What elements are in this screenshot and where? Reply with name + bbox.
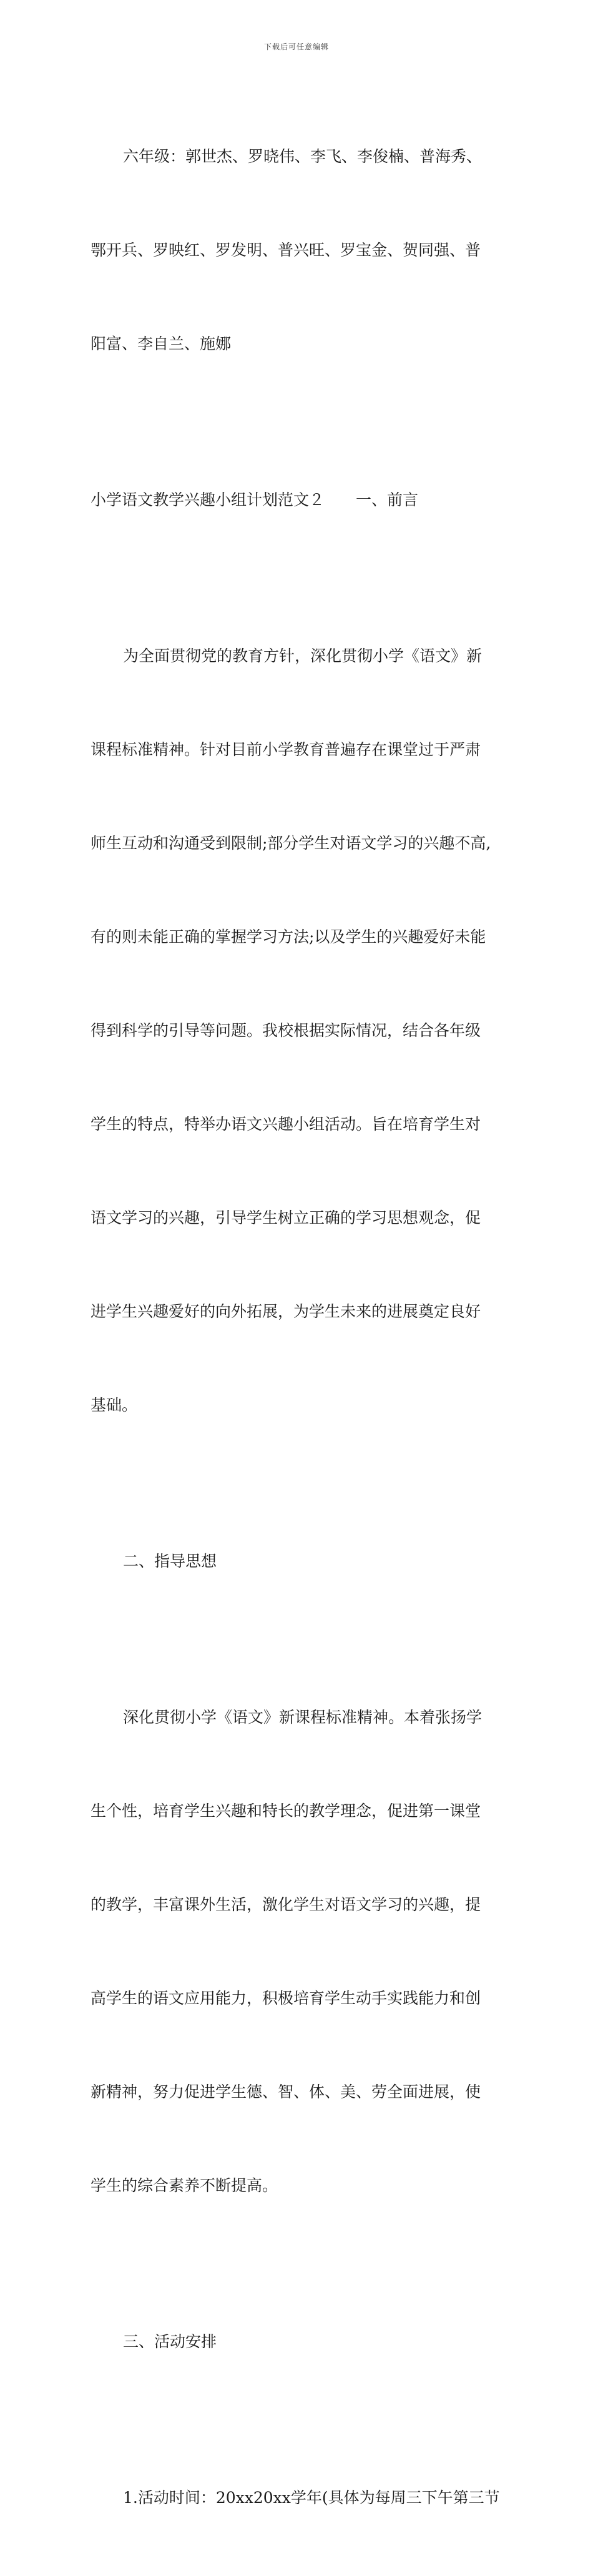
- text-line: 六年级：郭世杰、罗晓伟、李飞、李俊楠、普海秀、: [123, 147, 483, 165]
- text-line: 有的则未能正确的掌握学习方法;以及学生的兴趣爱好未能: [91, 928, 486, 946]
- text-line: 1.活动时间：20xx20xx学年(具体为每周三下午第三节: [123, 2489, 500, 2507]
- paragraph-activity-time: [91, 2420, 515, 2576]
- page-header-note: 下载后可任意编辑: [263, 42, 329, 51]
- text-line: 小学语文教学兴趣小组计划范文２ 一、前言: [91, 491, 419, 509]
- text-line: 学生的特点，特举办语文兴趣小组活动。旨在培育学生对: [91, 1115, 481, 1133]
- section-heading-guiding-thought: [91, 1483, 515, 1639]
- text-line: 深化贯彻小学《语文》新课程标准精神。本着张扬学: [123, 1708, 483, 1726]
- text-line: 的教学，丰富课外生活，激化学生对语文学习的兴趣，提: [91, 1895, 481, 1914]
- text-line: 二、指导思想: [123, 1552, 217, 1570]
- document-title-line: [91, 422, 515, 578]
- text-line: 师生互动和沟通受到限制;部分学生对语文学习的兴趣不高,: [91, 834, 491, 852]
- paragraph-grade6: [91, 79, 515, 422]
- text-line: 新精神，努力促进学生德、智、体、美、劳全面进展，使: [91, 2083, 481, 2101]
- document-body: [91, 79, 515, 2576]
- text-line: 为全面贯彻党的教育方针，深化贯彻小学《语文》新: [123, 647, 483, 665]
- text-line: 三、活动安排: [123, 2333, 217, 2351]
- text-line: 高学生的语文应用能力，积极培育学生动手实践能力和创: [91, 1989, 481, 2007]
- text-line: 语文学习的兴趣，引导学生树立正确的学习思想观念，促: [91, 1209, 481, 1227]
- section-heading-activity: [91, 2264, 515, 2420]
- text-line: 学生的综合素养不断提高。: [91, 2176, 278, 2195]
- text-line: 进学生兴趣爱好的向外拓展，为学生未来的进展奠定良好: [91, 1302, 481, 1320]
- paragraph-guiding-thought: [91, 1639, 515, 2264]
- text-line: 阳富、李自兰、施娜: [91, 335, 232, 353]
- text-line: 鄂开兵、罗映红、罗发明、普兴旺、罗宝金、贺同强、普: [91, 241, 481, 259]
- text-line: 课程标准精神。针对目前小学教育普遍存在课堂过于严肃: [91, 740, 481, 759]
- text-line: 生个性，培育学生兴趣和特长的教学理念，促进第一课堂: [91, 1802, 481, 1820]
- text-line: 基础。: [91, 1396, 138, 1414]
- paragraph-preface: [91, 578, 515, 1483]
- text-line: 得到科学的引导等问题。我校根据实际情况，结合各年级: [91, 1021, 481, 1040]
